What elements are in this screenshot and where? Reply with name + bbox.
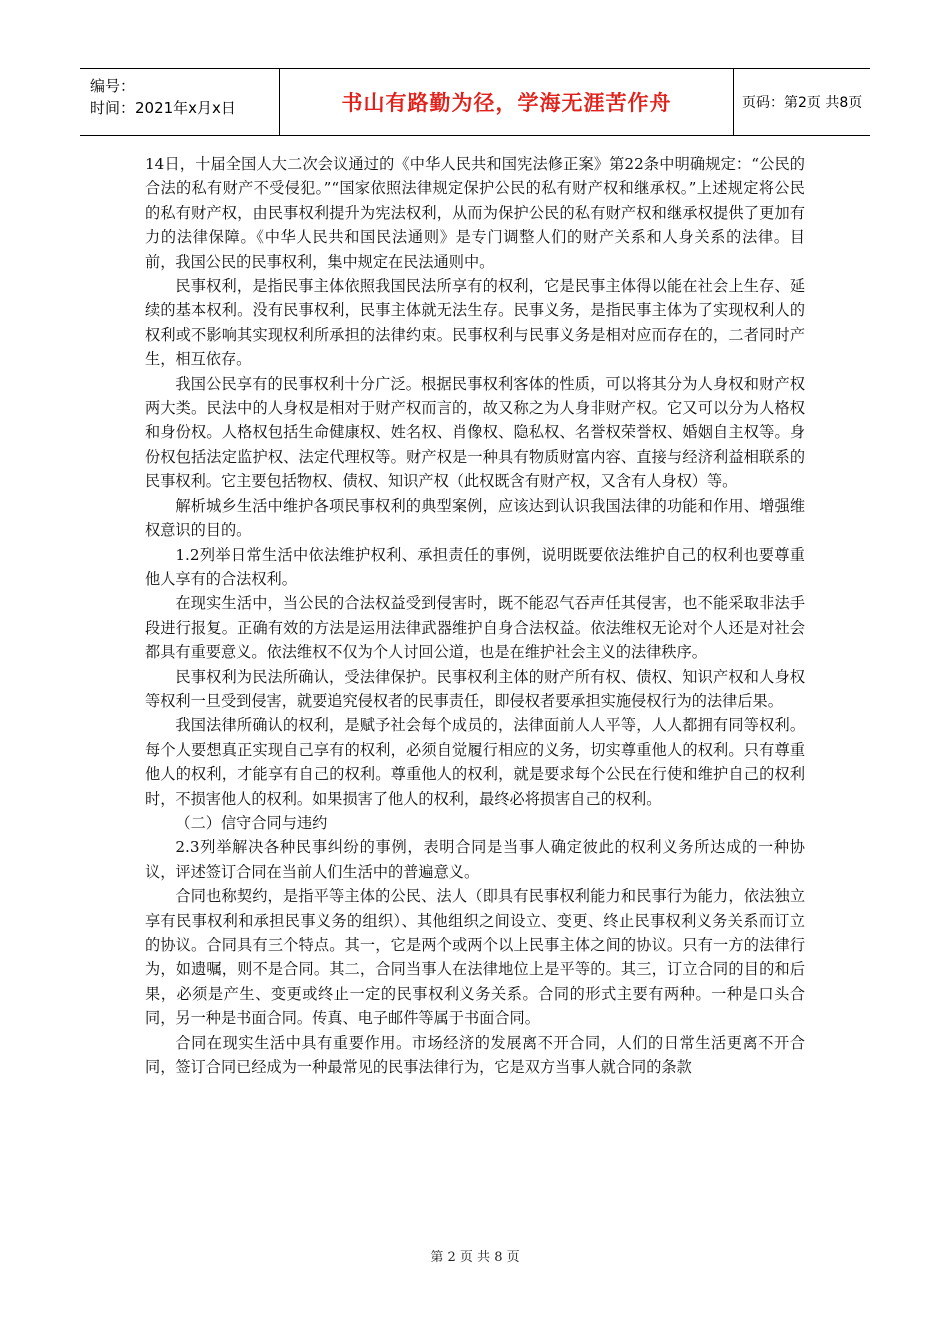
document-date-label: 时间：2021年x月x日 (90, 99, 236, 117)
paragraph: 合同在现实生活中具有重要作用。市场经济的发展离不开合同，人们的日常生活更离不开合同，签订合同已经成为一种最常见的民事法律行为，它是双方当事人就合同的条款 (145, 1033, 805, 1077)
page-header (80, 68, 870, 136)
header-page-number: 页码：第2页 共8页 (742, 95, 863, 111)
paragraph: 在现实生活中，当公民的合法权益受到侵害时，既不能忍气吞声任其侵害，也不能采取非法手段进行报复。正确有效的方法是运用法律武器维护自身合法权益。依法维权无论对个人还是对社会都具有重要意义。依法维权不仅为个人讨回公道，也是在维护社会主义的法律秩序。 (145, 594, 805, 662)
section-heading: （二）信守合同与违约 (175, 813, 328, 832)
paragraph: 我国公民享有的民事权利十分广泛。根据民事权利客体的性质，可以将其分为人身权和财产权两大类。民法中的人身权是相对于财产权而言的，故又称之为人身非财产权。它又可以分为人格权和身份权。人格权包括生命健康权、姓名权、肖像权、隐私权、名誉权荣誉权、婚姻自主权等。身份权包括法定监护权、法定代理权等。财产权是一种具有物质财富内容、直接与经济利益相联系的民事权利。它主要包括物权、债权、知识产权（此权既含有财产权，又含有人身权）等。 (145, 374, 805, 491)
paragraph: 我国法律所确认的权利，是赋予社会每个成员的，法律面前人人平等，人人都拥有同等权利。每个人要想真正实现自己享有的权利，必须自觉履行相应的义务，切实尊重他人的权利。只有尊重他人的权利，才能享有自己的权利。尊重他人的权利，就是要求每个公民在行使和维护自己的权利时，不损害他人的权利。如果损害了他人的权利，最终必将损害自己的权利。 (145, 716, 805, 808)
document-body (145, 152, 805, 1079)
page-footer: 第 2 页 共 8 页 (430, 1250, 520, 1265)
paragraph: 民事权利为民法所确认，受法律保护。民事权利主体的财产所有权、债权、知识产权和人身权等权利一旦受到侵害，就要追究侵权者的民事责任，即侵权者要承担实施侵权行为的法律后果。 (145, 667, 805, 710)
paragraph: 2.3列举解决各种民事纠纷的事例，表明合同是当事人确定彼此的权利义务所达成的一种协议，评述签订合同在当前人们生活中的普遍意义。 (145, 838, 805, 881)
header-meta (80, 69, 280, 135)
paragraph: 合同也称契约，是指平等主体的公民、法人（即具有民事权利能力和民事行为能力，依法独立享有民事权利和承担民事义务的组织）、其他组织之间设立、变更、终止民事权利义务关系而订立的协议。合同具有三个特点。其一，它是两个或两个以上民事主体之间的协议。只有一方的法律行为，如遗嘱，则不是合同。其二，合同当事人在法律地位上是平等的。其三，订立合同的目的和后果，必须是产生、变更或终止一定的民事权利义务关系。合同的形式主要有两种。一种是口头合同，另一种是书面合同。传真、电子邮件等属于书面合同。 (145, 887, 805, 1028)
document-number-label: 编号： (90, 77, 136, 95)
header-motto: 书山有路勤为径，学海无涯苦作舟 (280, 69, 734, 135)
paragraph: 解析城乡生活中维护各项民事权利的典型案例，应该达到认识我国法律的功能和作用、增强维权意识的目的。 (145, 496, 805, 540)
paragraph: 1.2列举日常生活中依法维护权利、承担责任的事例，说明既要依法维护自己的权利也要尊重他人享有的合法权利。 (145, 545, 805, 588)
paragraph: 14日，十届全国人大二次会议通过的《中华人民共和国宪法修正案》第22条中明确规定：“公民的合法的私有财产不受侵犯。”“国家依照法律规定保护公民的私有财产权和继承权。”上述规定将公民的私有财产权，由民事权利提升为宪法权利，从而为保护公民的私有财产权和继承权提供了更加有力的法律保障。《中华人民共和国民法通则》是专门调整人们的财产关系和人身关系的法律。目前，我国公民的民事权利，集中规定在民法通则中。 (145, 155, 805, 271)
paragraph: 民事权利，是指民事主体依照我国民法所享有的权利，它是民事主体得以能在社会上生存、延续的基本权利。没有民事权利，民事主体就无法生存。民事义务，是指民事主体为了实现权利人的权利或不影响其实现权利所承担的法律约束。民事权利与民事义务是相对应而存在的，二者同时产生，相互依存。 (145, 277, 805, 369)
